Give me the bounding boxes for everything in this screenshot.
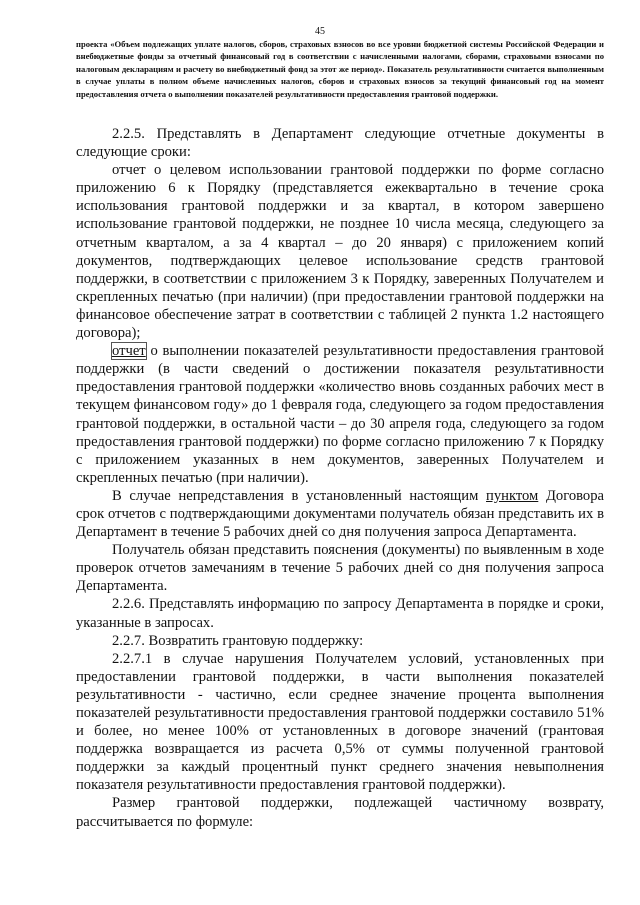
paragraph-performance-report [76, 342, 604, 487]
non-submission-text-a: В случае непредставления в установленный настоящим [112, 487, 487, 504]
document-body [76, 125, 604, 831]
paragraph-explanations: Получатель обязан представить пояснения (документы) по выявленным в ходе проверок отчетов замечаниям в течение 5 рабочих дней со дня получения запроса Департамента. [76, 542, 604, 595]
paragraph-target-use-report: отчет о целевом использовании грантовой поддержки по форме согласно приложению 6 к Порядку (представляется ежеквартально в течение срока использования грантовой поддержки и за квартал, в котором завершено использование грантовой поддержки, не позднее 10 числа месяца, следующего за отчетным кварталом, а за 4 квартал – до 20 января) с приложением копий документов, подтверждающих целевое использование средств грантовой поддержки, в соответствии с приложением 3 к Порядку, заверенных Получателем и скрепленных печатью (при наличии) (при предоставлении грантовой поддержки на финансовое обеспечение затрат в соответствии с таблицей 2 пункта 1.2 настоящего договора); [76, 162, 604, 342]
footnote-block [76, 38, 604, 100]
footnote-text-2: Показатель результативности считается выполненным в случае уплаты в полном объеме начисленных налогов, сборов и страховых взносов за текущий финансовый год на момент предоставления отчета о выполнении показателей результативности предоставления грантовой поддержки. [76, 63, 604, 99]
paragraph-performance-report-text: о выполнении показателей результативности предоставления грантовой поддержки (в части сведений о достижении показателя результативности предоставления грантовой поддержки «количество вновь созданных рабочих мест в текущем финансовом году» до 1 февраля года, следующего за годом предоставления грантовой поддержки, в остальной части – до 30 апреля года, следующего за годом предоставления грантовой поддержки) по форме согласно приложению 7 к Порядку с приложением указанных в нем документов, заверенных Получателем и скрепленных печатью (при наличии). [76, 343, 604, 486]
paragraph-non-submission [76, 487, 604, 541]
paragraph-2-2-6: 2.2.6. Представлять информацию по запросу Департамента в порядке и сроки, указанные в запросах. [76, 596, 604, 631]
non-submission-text-b: Договора срок отчетов с подтверждающими документами получатель обязан представить их в Департамент в течение 5 рабочих дней со дня получения запроса Департамента. [76, 487, 605, 541]
page-number: 45 [315, 26, 325, 37]
paragraph-formula-intro: Размер грантовой поддержки, подлежащей частичному возврату, рассчитывается по формуле: [76, 795, 604, 830]
footnote-text-1: проекта «Объем подлежащих уплате налогов, сборов, страховых взносов во все уровни бюджетной системы Российской Федерации и внебюджетные фонды за отчетный финансовый год в соответствии с начисленными налогами, сборами, страховыми взносами по налоговым декларациям и расчету во внебюджетный фонд за этот же период». [76, 39, 604, 74]
paragraph-2-2-7: 2.2.7. Возвратить грантовую поддержку: [112, 632, 364, 649]
paragraph-2-2-7-1: 2.2.7.1 в случае нарушения Получателем условий, установленных при предоставлении грантовой поддержки, в части выполнения показателей результативности - частично, если среднее значение процента выполнения показателей результативности предоставления грантовой поддержки составило 51% и более, но менее 100% от установленных в договоре значений (грантовая поддержка возвращается из расчета 0,5% от суммы полученной грантовой поддержки за каждый процентный пункт среднего значения невыполнения показателя результативности предоставления грантовой поддержки). [76, 650, 604, 794]
paragraph-2-2-5: 2.2.5. Представлять в Департамент следующие отчетные документы в следующие сроки: [76, 126, 604, 161]
clause-link[interactable]: пунктом [486, 487, 539, 504]
report-underlined-word: отчет [112, 343, 146, 360]
